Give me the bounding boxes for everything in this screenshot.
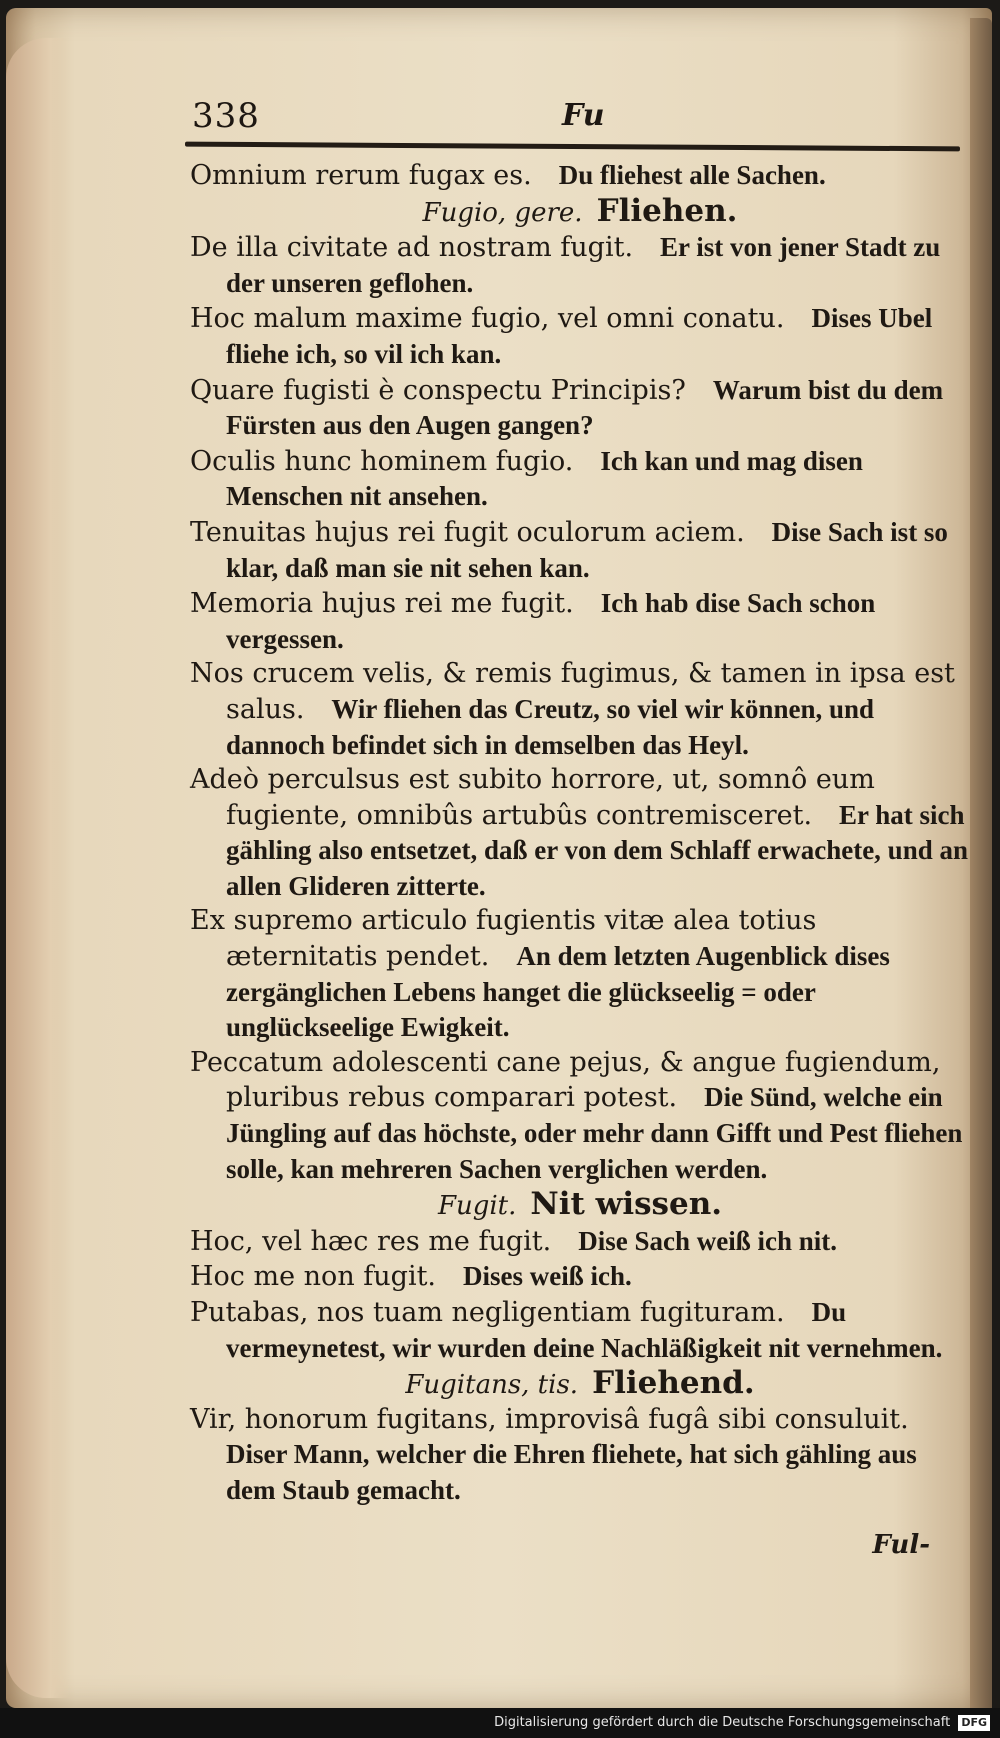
heading-german: Fliehen. bbox=[596, 192, 738, 229]
dictionary-entry bbox=[190, 515, 970, 586]
section-heading bbox=[190, 1187, 970, 1224]
page-curl-left bbox=[6, 38, 70, 1698]
german-translation: Diser Mann, welcher die Ehren fliehete, hat sich gähling aus dem Staub gemacht. bbox=[226, 1439, 917, 1505]
german-translation: Ich hab dise Sach schon vergessen. bbox=[226, 588, 876, 654]
latin-phrase: De illa civitate ad nostram fugit. bbox=[190, 232, 634, 264]
german-translation: Dises weiß ich. bbox=[463, 1261, 632, 1292]
german-translation: An dem letzten Augenblick dises zergänglichen Lebens hanget die glückseelig = oder unglückseelige Ewigkeit. bbox=[226, 941, 890, 1043]
latin-phrase: Memoria hujus rei me fugit. bbox=[190, 588, 574, 620]
page-header bbox=[192, 96, 964, 146]
dictionary-body bbox=[190, 158, 970, 1509]
dictionary-entry bbox=[190, 1046, 970, 1187]
german-translation: Er ist von jener Stadt zu der unseren geflohen. bbox=[226, 232, 941, 298]
german-translation: Er hat sich gähling also entsetzet, daß er von dem Schlaff erwachete, und an allen Glideren zitterte. bbox=[226, 799, 968, 901]
page-number: 338 bbox=[192, 96, 260, 136]
dfg-logo: DFG bbox=[958, 1715, 990, 1731]
footer-text: Digitalisierung gefördert durch die Deutsche Forschungsgemeinschaft bbox=[494, 1715, 951, 1730]
dictionary-entry bbox=[190, 444, 970, 515]
german-translation: Dise Sach weiß ich nit. bbox=[578, 1225, 838, 1256]
heading-german: Fliehend. bbox=[592, 1365, 755, 1402]
german-translation: Du fliehest alle Sachen. bbox=[558, 160, 826, 190]
latin-phrase: Hoc me non fugit. bbox=[190, 1261, 437, 1293]
latin-phrase: Ex supremo articulo fugientis vitæ alea totius æternitatis pendet. bbox=[190, 905, 817, 973]
dictionary-entry bbox=[190, 158, 970, 194]
heading-latin: Fugitans, tis. bbox=[405, 1370, 579, 1401]
dictionary-entry bbox=[190, 763, 970, 904]
dictionary-entry bbox=[190, 1403, 970, 1509]
latin-phrase: Tenuitas hujus rei fugit oculorum aciem. bbox=[190, 516, 745, 548]
heading-latin: Fugit. bbox=[437, 1191, 517, 1222]
dictionary-entry bbox=[190, 301, 970, 372]
german-translation: Wir fliehen das Creutz, so viel wir können, und dannoch befindet sich in demselben das Heyl. bbox=[226, 693, 875, 760]
dictionary-entry bbox=[190, 1295, 970, 1366]
dictionary-entry bbox=[190, 1224, 970, 1260]
section-heading bbox=[190, 1366, 970, 1403]
book-fore-edge bbox=[970, 18, 992, 1718]
latin-phrase: Quare fugisti è conspectu Principis? bbox=[190, 374, 686, 406]
dictionary-entry bbox=[190, 586, 970, 657]
latin-phrase: Hoc, vel hæc res me fugit. bbox=[190, 1225, 552, 1257]
german-translation: Du vermeynetest, wir wurden deine Nachläßigkeit nit vernehmen. bbox=[226, 1297, 943, 1363]
latin-phrase: Adeò perculsus est subito horrore, ut, somnô eum fugiente, omnibûs artubûs contremisceret. bbox=[190, 764, 875, 831]
german-translation: Warum bist du dem Fürsten aus den Augen gangen? bbox=[226, 374, 944, 441]
dictionary-entry bbox=[190, 904, 970, 1045]
german-translation: Ich kan und mag disen Menschen nit ansehen. bbox=[226, 445, 863, 512]
latin-phrase: Hoc malum maxime fugio, vel omni conatu. bbox=[190, 303, 785, 335]
digitization-footer bbox=[0, 1708, 1000, 1738]
latin-phrase: Oculis hunc hominem fugio. bbox=[190, 445, 574, 477]
dictionary-entry bbox=[190, 373, 970, 444]
german-translation: Dise Sach ist so klar, daß man sie nit sehen kan. bbox=[226, 516, 948, 583]
german-translation: Dises Ubel fliehe ich, so vil ich kan. bbox=[226, 303, 933, 369]
catchword: Ful- bbox=[872, 1530, 930, 1560]
german-translation: Die Sünd, welche ein Jüngling auf das höchste, oder mehr dann Gifft und Pest fliehen solle, kan mehreren Sachen verglichen werden. bbox=[226, 1082, 963, 1184]
running-head: Fu bbox=[562, 98, 605, 133]
latin-phrase: Omnium rerum fugax es. bbox=[190, 160, 532, 191]
heading-latin: Fugio, gere. bbox=[422, 197, 583, 228]
latin-phrase: Peccatum adolescenti cane pejus, & angue fugiendum, pluribus rebus comparari potest. bbox=[190, 1046, 941, 1114]
latin-phrase: Putabas, nos tuam negligentiam fugituram. bbox=[190, 1297, 785, 1328]
heading-german: Nit wissen. bbox=[530, 1186, 723, 1223]
dictionary-entry bbox=[190, 1259, 970, 1295]
latin-phrase: Nos crucem velis, & remis fugimus, & tamen in ipsa est salus. bbox=[190, 658, 955, 725]
dictionary-entry bbox=[190, 230, 970, 301]
section-heading bbox=[190, 194, 970, 231]
dictionary-entry bbox=[190, 657, 970, 763]
latin-phrase: Vir, honorum fugitans, improvisâ fugâ sibi consuluit. bbox=[190, 1403, 909, 1435]
